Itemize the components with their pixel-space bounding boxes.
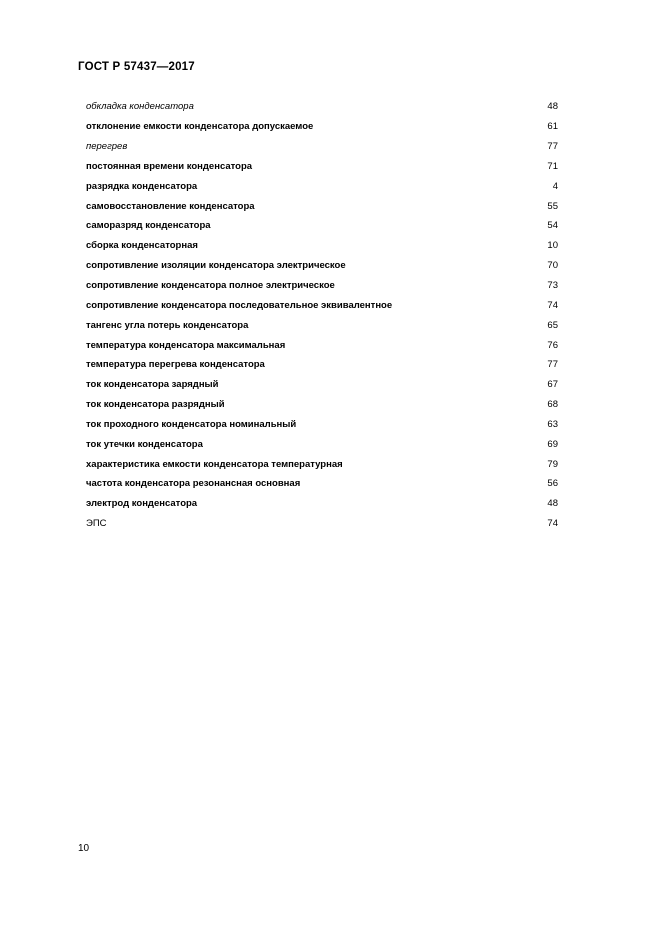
index-page-ref: 74 — [547, 518, 558, 530]
index-page-ref: 77 — [547, 141, 558, 153]
index-page-ref: 55 — [547, 200, 558, 212]
index-page-ref: 79 — [547, 458, 558, 470]
index-term: перегрев — [86, 141, 128, 153]
index-entry — [86, 434, 558, 454]
index-entry — [86, 196, 558, 216]
index-term: частота конденсатора резонансная основная — [86, 478, 301, 490]
index-entry — [86, 395, 558, 415]
index-term: самовосстановление конденсатора — [86, 200, 255, 212]
index-term: ток проходного конденсатора номинальный — [86, 418, 297, 430]
index-page-ref: 73 — [547, 280, 558, 292]
index-term: отклонение емкости конденсатора допускаемое — [86, 121, 314, 133]
index-entry — [86, 335, 558, 355]
index-term: сборка конденсаторная — [86, 240, 198, 252]
index-page-ref: 48 — [547, 498, 558, 510]
index-entry — [86, 117, 558, 137]
index-page-ref: 76 — [547, 339, 558, 351]
index-page-ref: 70 — [547, 260, 558, 272]
index-page-ref: 71 — [547, 160, 558, 172]
index-page-ref: 4 — [552, 180, 558, 192]
index-term: характеристика емкости конденсатора температурная — [86, 458, 343, 470]
index-entry — [86, 315, 558, 335]
index-page-ref: 48 — [547, 101, 558, 113]
index-page-ref: 77 — [547, 359, 558, 371]
index-term: разрядка конденсатора — [86, 180, 198, 192]
index-entry — [86, 355, 558, 375]
index-entry — [86, 256, 558, 276]
index-page-ref: 74 — [547, 299, 558, 311]
index-term: ток утечки конденсатора — [86, 438, 203, 450]
index-entry — [86, 176, 558, 196]
document-header: ГОСТ Р 57437—2017 — [78, 61, 195, 73]
index-entry — [86, 157, 558, 177]
page-number: 10 — [78, 843, 90, 854]
index-term: саморазряд конденсатора — [86, 220, 211, 232]
index-term: сопротивление конденсатора последовательное эквивалентное — [86, 299, 393, 311]
index-term: температура конденсатора максимальная — [86, 339, 286, 351]
index-entry — [86, 236, 558, 256]
index-term: постоянная времени конденсатора — [86, 160, 253, 172]
index-entry — [86, 494, 558, 514]
index-page-ref: 68 — [547, 399, 558, 411]
index-page-ref: 65 — [547, 319, 558, 331]
index-term: ток конденсатора разрядный — [86, 399, 225, 411]
index-term: сопротивление конденсатора полное электрическое — [86, 280, 335, 292]
index-page-ref: 61 — [547, 121, 558, 133]
index-page-ref: 69 — [547, 438, 558, 450]
index-term: температура перегрева конденсатора — [86, 359, 265, 371]
index-entry — [86, 137, 558, 157]
index-term: обкладка конденсатора — [86, 101, 194, 113]
index-term: сопротивление изоляции конденсатора электрическое — [86, 260, 346, 272]
index-entry — [86, 375, 558, 395]
alphabetical-index — [86, 97, 558, 534]
index-entry — [86, 216, 558, 236]
index-term: ток конденсатора зарядный — [86, 379, 219, 391]
index-entry — [86, 514, 558, 534]
index-term: электрод конденсатора — [86, 498, 198, 510]
index-page-ref: 56 — [547, 478, 558, 490]
index-entry — [86, 474, 558, 494]
index-page-ref: 67 — [547, 379, 558, 391]
index-page-ref: 10 — [547, 240, 558, 252]
index-term: ЭПС — [86, 518, 107, 530]
index-term: тангенс угла потерь конденсатора — [86, 319, 249, 331]
index-page-ref: 54 — [547, 220, 558, 232]
index-page-ref: 63 — [547, 418, 558, 430]
index-entry — [86, 454, 558, 474]
index-entry — [86, 295, 558, 315]
index-entry — [86, 276, 558, 296]
index-entry — [86, 97, 558, 117]
index-entry — [86, 415, 558, 435]
